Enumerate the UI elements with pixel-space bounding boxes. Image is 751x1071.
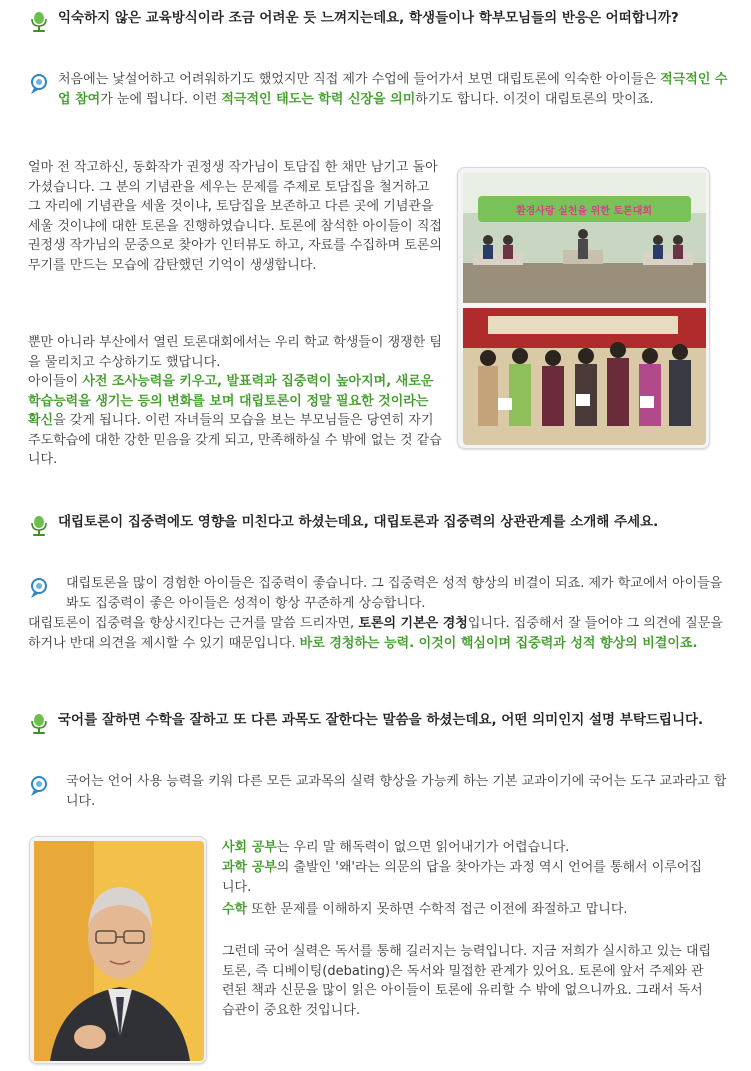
paragraph-changes: 아이들이 사전 조사능력을 키우고, 발표력과 집중력이 높아지며, 새로운 학습능력을 생기는 등의 변화를 보며 대립토론이 정말 필요한 것이라는 확신을 갖게 됩니다. 이런 자녀들의 모습을 보는 부모님들은 당연히 자기주도학습에 대한 강한 믿음을 갖게 되고, 만족해하실 수 밖에 없는 것 같습니다.: [28, 374, 442, 467]
paragraph-social-studies: 사회 공부는 우리 말 해독력이 없으면 읽어내기가 어렵습니다.: [222, 840, 570, 855]
answer-1: 처음에는 낯설어하고 어려워하기도 했었지만 직접 제가 수업에 들어가서 보면 대립토론에 익숙한 아이들은 적극적인 수업 참여가 눈에 띕니다. 이런 적극적인 태도는 학력 신장을 의미하기도 합니다. 이것이 대립토론의 맛이죠.: [28, 70, 728, 109]
paragraph-reading: 그런데 국어 실력은 독서를 통해 길러지는 능력입니다. 지금 저희가 실시하고 있는 대립토론, 즉 디베이팅(debating)은 독서와 밀접한 관계가 있어요. 토론에 앞서 주제와 관련된 책과 신문을 많이 읽은 아이들이 토론에 유리할 수 밖에 없으니까요. 그래서 독서습관이 중요한 것입니다.: [222, 944, 712, 1018]
microphone-icon: [28, 712, 50, 736]
debate-contest-photo: [457, 167, 710, 449]
paragraph-science: 과학 공부의 출발인 '왜'라는 의문의 답을 찾아가는 과정 역시 언어를 통해서 이루어집니다.: [222, 860, 702, 895]
question-3: 국어를 잘하면 수학을 잘하고 또 다른 과목도 잘한다는 말씀을 하셨는데요, 어떤 의미인지 설명 부탁드립니다.: [28, 710, 728, 731]
paragraph-listening: 대립토론이 집중력을 향상시킨다는 근거를 말씀 드리자면, 토론의 기본은 경청입니다. 집중해서 잘 들어야 그 의견에 질문을 하거나 반대 의견을 제시할 수 있기 때문입니다. 바로 경청하는 능력. 이것이 핵심이며 집중력과 성적 향상의 비결이죠.: [28, 616, 723, 651]
debate-photo-illustration: [458, 168, 710, 449]
answer-2: 대립토론을 많이 경험한 아이들은 집중력이 좋습니다. 그 집중력은 성적 향상의 비결이 되죠. 제가 학교에서 아이들을 봐도 집중력이 좋은 아이들은 성적이 항상 꾸준하게 상승합니다.: [28, 574, 728, 613]
speaker-answer-icon: [28, 774, 50, 798]
microphone-icon: [28, 514, 50, 538]
answer-3: 국어는 언어 사용 능력을 키워 다른 모든 교과목의 실력 향상을 가능케 하는 기본 교과이기에 국어는 도구 교과라고 합니다.: [28, 772, 728, 811]
paragraph-memorial-debate: 얼마 전 작고하신, 동화작가 권정생 작가님이 토담집 한 채만 남기고 돌아가셨습니다. 그 분의 기념관을 세우는 문제를 주제로 토담집을 철거하고 그 자리에 기념관을 세울 것이냐, 토담집을 보존하고 다른 곳에 기념관을 세울 것이냐에 대한 토론을 진행하였습니다. 토론에 참석한 아이들이 직접 권정생 작가님의 문중으로 찾아가 인터뷰도 하고, 자료를 수집하며 토론의 무기를 만드는 모습에 감탄했던 기억이 생생합니다.: [28, 160, 442, 273]
banner-text: 환경사랑 실천을 위한 토론대회: [515, 206, 653, 217]
question-2: 대립토론이 집중력에도 영향을 미친다고 하셨는데요, 대립토론과 집중력의 상관관계를 소개해 주세요.: [28, 512, 728, 533]
speaker-answer-icon: [28, 72, 50, 96]
paragraph-busan-contest: 뿐만 아니라 부산에서 열린 토론대회에서는 우리 학교 학생들이 쟁쟁한 팀을 물리치고 수상하기도 했답니다.: [28, 335, 442, 370]
speaker-answer-icon: [28, 576, 50, 600]
interviewee-portrait-photo: [29, 836, 207, 1064]
question-1: 익숙하지 않은 교육방식이라 조금 어려운 듯 느껴지는데요, 학생들이나 학부모님들의 반응은 어떠합니까?: [28, 8, 728, 29]
microphone-icon: [28, 10, 50, 34]
paragraph-math: 수학 또한 문제를 이해하지 못하면 수학적 접근 이전에 좌절하고 맙니다.: [222, 902, 628, 917]
portrait-illustration: [30, 837, 207, 1064]
